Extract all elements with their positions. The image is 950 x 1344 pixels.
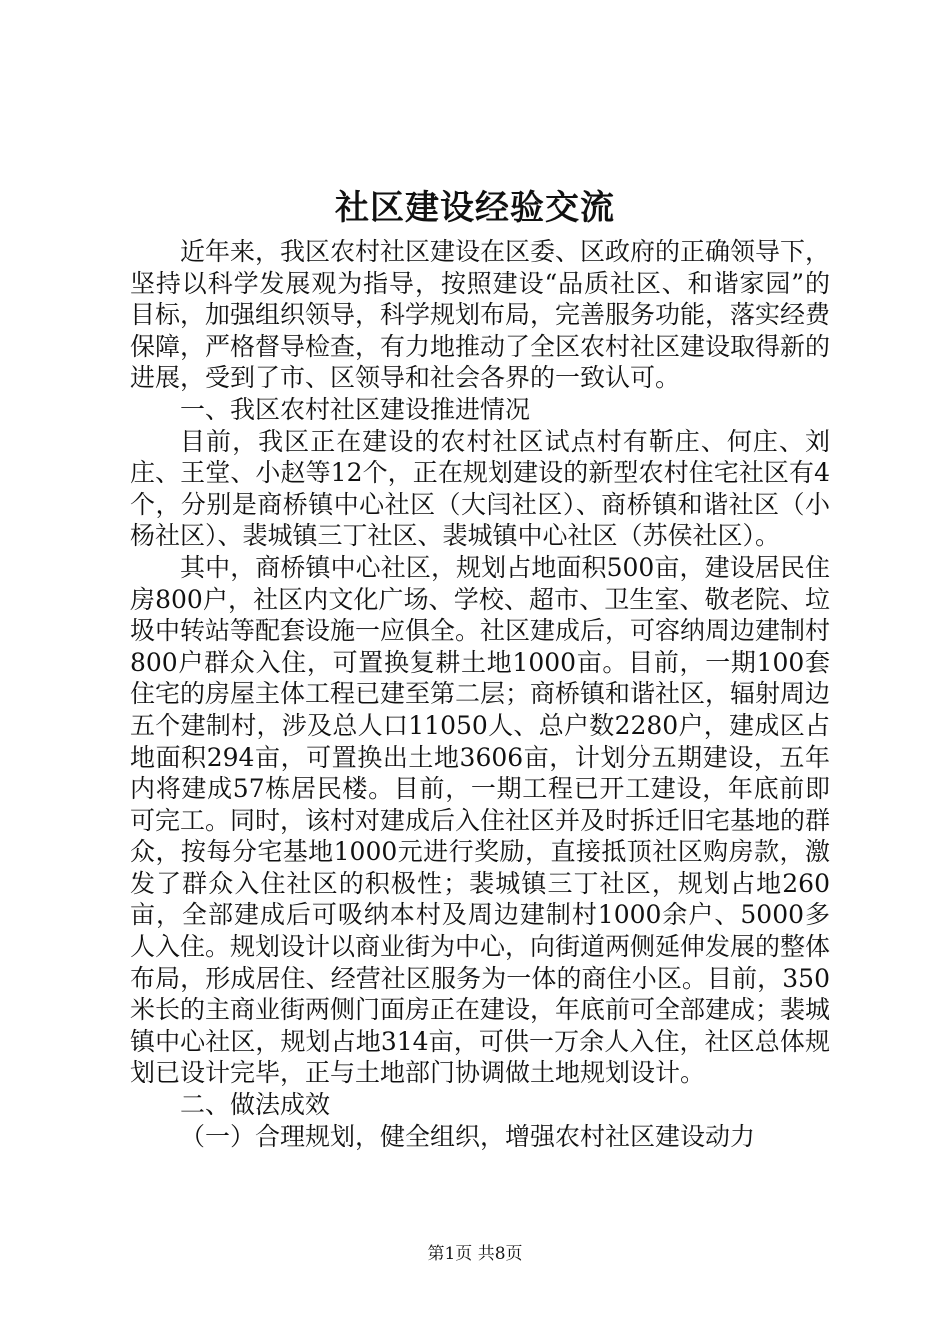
- document-title: 社区建设经验交流: [335, 188, 615, 228]
- page-number-footer: 第1页 共8页: [427, 1244, 523, 1264]
- paragraph-details: 其中，商桥镇中心社区，规划占地面积500亩，建设居民住房800户，社区内文化广场、学校、超市、卫生室、敬老院、垃圾中转站等配套设施一应俱全。社区建成后，可容纳周边建制村800户群众入住，可置换复耕土地1000亩。目前，一期100套住宅的房屋主体工程已建至第二层；商桥镇和谐社区，辐射周边五个建制村，涉及总人口11050人、总户数2280户，建成区占地面积294亩，可置换出土地3606亩，计划分五期建设，五年内将建成57栋居民楼。目前，一期工程已开工建设，年底前即可完工。同时，该村对建成后入住社区并及时拆迁旧宅基地的群众，按每分宅基地1000元进行奖励，直接抵顶社区购房款，激发了群众入住社区的积极性；裴城镇三丁社区，规划占地260亩，全部建成后可吸纳本村及周边建制村1000余户、5000多人入住。规划设计以商业街为中心，向街道两侧延伸发展的整体布局，形成居住、经营社区服务为一体的商住小区。目前，350米长的主商业街两侧门面房正在建设，年底前可全部建成；裴城镇中心社区，规划占地314亩，可供一万余人入住，社区总体规划已设计完毕，正与土地部门协调做土地规划设计。: [130, 552, 831, 1088]
- document-body: [130, 236, 830, 1152]
- paragraph-status: 目前，我区正在建设的农村社区试点村有靳庄、何庄、刘庄、王堂、小赵等12个，正在规划建设的新型农村住宅社区有4个，分别是商桥镇中心社区（大闫社区）、商桥镇和谐社区（小杨社区）、裴城镇三丁社区、裴城镇中心社区（苏侯社区）。: [130, 426, 830, 551]
- subsection-heading-1: （一）合理规划，健全组织，增强农村社区建设动力: [180, 1121, 756, 1151]
- paragraph-intro: 近年来，我区农村社区建设在区委、区政府的正确领导下，坚持以科学发展观为指导，按照建设“品质社区、和谐家园”的目标，加强组织领导，科学规划布局，完善服务功能，落实经费保障，严格督导检查，有力地推动了全区农村社区建设取得新的进展，受到了市、区领导和社会各界的一致认可。: [130, 237, 831, 393]
- section-heading-1: 一、我区农村社区建设推进情况: [180, 394, 531, 424]
- section-heading-2: 二、做法成效: [180, 1090, 331, 1120]
